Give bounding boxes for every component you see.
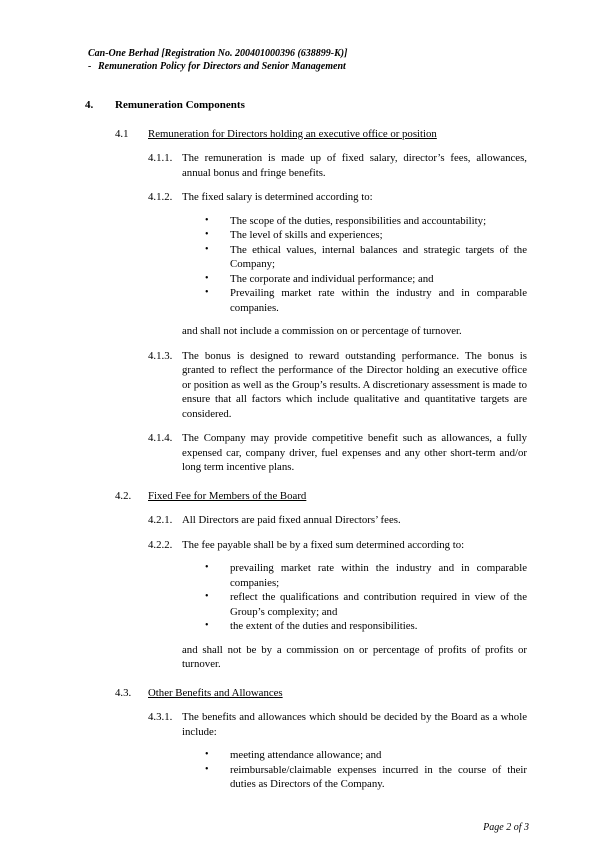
bullet-list [205, 214, 527, 316]
clause-row [148, 190, 527, 205]
bullet-icon: • [205, 763, 209, 775]
subsection-number: 4.3. [115, 686, 132, 699]
clause-body [182, 538, 527, 553]
clause-body [182, 349, 527, 422]
bullet-text: The scope of the duties, responsibilities and accountability; [230, 214, 487, 227]
subsection-heading [115, 127, 527, 142]
clause-paragraph: The Company may provide competitive benefit such as allowances, a fully expensed car, company driver, fuel expenses and any other short-term and/or long term incentive plans. [182, 432, 527, 473]
clause-number: 4.1.4. [148, 432, 173, 444]
clause-body [182, 190, 527, 205]
bullet-item [205, 763, 527, 792]
subsection-heading [115, 686, 527, 701]
bullet-item [205, 619, 527, 634]
document-header [88, 48, 527, 73]
bullet-icon: • [205, 214, 209, 226]
header-policy-title: Remuneration Policy for Directors and Senior Management [98, 60, 346, 72]
bullet-item [205, 228, 527, 243]
clause-number: 4.2.1. [148, 514, 173, 526]
clause-number: 4.1.3. [148, 349, 173, 362]
clause-body [182, 151, 527, 180]
bullet-text: The corporate and individual performance; and [230, 272, 434, 285]
clause-row [148, 431, 527, 475]
bullet-item [205, 590, 527, 619]
clause-row [148, 513, 527, 528]
clause-paragraph: All Directors are paid fixed annual Directors’ fees. [182, 514, 401, 526]
bullet-icon: • [205, 591, 209, 602]
document-content [85, 98, 527, 792]
bullet-text: The level of skills and experiences; [230, 229, 383, 241]
clause-body [182, 431, 527, 475]
continuation-paragraph: and shall not include a commission on or percentage of turnover. [182, 325, 462, 337]
bullet-text: reflect the qualifications and contribution required in view of the Group’s complexity; and [230, 591, 527, 618]
subsection-title: Fixed Fee for Members of the Board [148, 489, 307, 502]
bullet-text: meeting attendance allowance; and [230, 749, 382, 761]
clause-row [148, 538, 527, 553]
bullet-icon: • [205, 287, 209, 298]
bullet-icon: • [205, 749, 209, 760]
bullet-item [205, 243, 527, 272]
header-policy-line [88, 61, 527, 74]
header-dash: - [88, 60, 92, 72]
continuation-paragraph: and shall not be by a commission on or percentage of profits of profits or turnover. [182, 643, 527, 670]
clause-paragraph: The fixed salary is determined according to: [182, 191, 373, 203]
bullet-item [205, 748, 527, 763]
bullet-text: reimbursable/claimable expenses incurred in the course of their duties as Directors of the Company. [230, 763, 527, 790]
bullet-list [205, 748, 527, 792]
clause-row [148, 151, 527, 180]
subsection-heading [115, 489, 527, 504]
bullet-item [205, 286, 527, 315]
clause-body [182, 513, 527, 528]
clause-number: 4.2.2. [148, 538, 173, 551]
bullet-icon: • [205, 229, 209, 240]
section-heading [85, 98, 527, 113]
bullet-icon: • [205, 620, 209, 631]
clause-paragraph: The bonus is designed to reward outstanding performance. The bonus is granted to reflect the performance of the Director holding an executive office or position as well as the Group’s results. A discretionary assessment is made to ensure that all factors which include qualitative and quantitative targets are considered. [182, 349, 527, 420]
bullet-text: The ethical values, internal balances and strategic targets of the Company; [230, 243, 527, 270]
clause-number: 4.1.2. [148, 191, 173, 203]
clause-paragraph: The benefits and allowances which should be decided by the Board as a whole include: [182, 711, 527, 738]
page-number-label: Page 2 of 3 [483, 822, 529, 833]
bullet-icon: • [205, 562, 209, 573]
clause-number: 4.3.1. [148, 711, 173, 723]
header-company-line: Can-One Berhad [Registration No. 200401000396 (638899-K)] [88, 48, 348, 59]
clause-row [148, 710, 527, 739]
bullet-text: prevailing market rate within the industry and in comparable companies; [230, 562, 527, 589]
bullet-icon: • [205, 243, 209, 255]
subsection-number: 4.2. [115, 489, 132, 502]
clause-body [182, 710, 527, 739]
bullet-icon: • [205, 272, 209, 284]
section-number: 4. [85, 99, 94, 111]
bullet-item [205, 561, 527, 590]
clause-row [148, 349, 527, 422]
document-body [85, 127, 527, 792]
subsection-number: 4.1 [115, 127, 129, 140]
bullet-list [205, 561, 527, 634]
bullet-text: Prevailing market rate within the industry and in comparable companies. [230, 287, 527, 314]
clause-paragraph: The remuneration is made up of fixed salary, director’s fees, allowances, annual bonus and fringe benefits. [182, 152, 527, 179]
bullet-item [205, 272, 527, 287]
subsection-title: Remuneration for Directors holding an executive office or position [148, 127, 437, 140]
section-title: Remuneration Components [115, 99, 245, 111]
subsection-title: Other Benefits and Allowances [148, 686, 283, 699]
clause-paragraph: The fee payable shall be by a fixed sum determined according to: [182, 538, 465, 551]
bullet-text: the extent of the duties and responsibilities. [230, 620, 418, 632]
clause-number: 4.1.1. [148, 152, 173, 164]
bullet-item [205, 214, 527, 229]
